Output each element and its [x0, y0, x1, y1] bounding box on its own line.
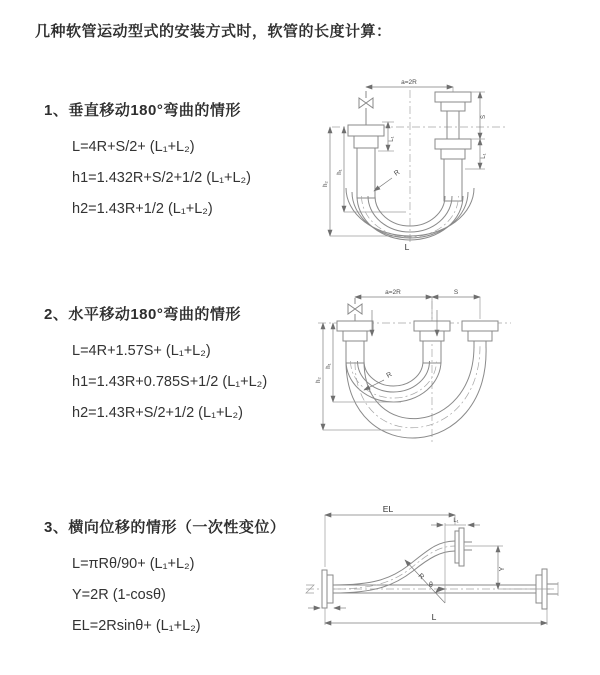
- formula-l: L=πRθ/90+ (L₁+L₂): [72, 556, 195, 572]
- dim-label-y: Y: [499, 566, 506, 572]
- dim-label-span: a=2R: [385, 289, 401, 296]
- dim-label-l1-left: L₁: [389, 136, 395, 142]
- formula-h1: h1=1.43R+0.785S+1/2 (L₁+L₂): [72, 374, 268, 390]
- formula-h2: h2=1.43R+S/2+1/2 (L₁+L₂): [72, 405, 243, 421]
- braided-hose-section: [346, 341, 364, 363]
- dim-label-span: a=2R: [401, 79, 417, 86]
- left-flange: [337, 321, 373, 341]
- diagram-horizontal-180-bend: [306, 284, 546, 456]
- braided-hose-section: [444, 159, 462, 201]
- radius-label: R: [416, 572, 426, 581]
- dim-label-l: L: [431, 612, 437, 622]
- dim-label-h2: h₂: [323, 181, 329, 187]
- formula-h2: h2=1.43R+1/2 (L₁+L₂): [72, 201, 213, 217]
- dim-label-h2: h₂: [316, 377, 322, 383]
- diagram-lateral-displacement: [298, 503, 590, 638]
- section-2-heading: 2、水平移动180°弯曲的情形: [44, 306, 241, 323]
- angle-label: θ: [429, 582, 433, 589]
- formula-el: EL=2Rsinθ+ (L₁+L₂): [72, 618, 201, 634]
- left-flange: [322, 570, 333, 608]
- left-flange: [348, 125, 384, 148]
- valve-icon: [348, 298, 362, 321]
- diagram-vertical-180-bend: [308, 72, 538, 257]
- formula-y: Y=2R (1-cosθ): [72, 587, 166, 603]
- radius-line: [405, 560, 445, 603]
- right-flange-upper: [435, 92, 471, 111]
- page-title: 几种软管运动型式的安装方式时，软管的长度计算：: [35, 23, 392, 40]
- hose-u-bend-moved: [346, 346, 486, 438]
- dim-label-s: S: [481, 114, 487, 120]
- right-flange-lower: [435, 139, 471, 159]
- formula-h1: h1=1.432R+S/2+1/2 (L₁+L₂): [72, 170, 252, 186]
- section-1-heading: 1、垂直移动180°弯曲的情形: [44, 102, 241, 119]
- dim-label-s: S: [453, 289, 459, 296]
- dim-label-h1: h₁: [337, 169, 343, 175]
- length-label: L: [404, 242, 410, 252]
- radius-label: R: [393, 169, 402, 178]
- section-3-heading: 3、横向位移的情形（一次性变位）: [44, 519, 286, 536]
- right-flange: [462, 321, 498, 341]
- section-horizontal-movement: [44, 303, 267, 429]
- theta-arc: [436, 589, 446, 593]
- section-vertical-movement: [44, 99, 251, 225]
- hose-u-bend: [346, 361, 441, 402]
- radius-label: R: [385, 371, 394, 380]
- formula-l: L=4R+S/2+ (L₁+L₂): [72, 139, 195, 155]
- upper-right-flange: [455, 528, 472, 566]
- dim-label-h1: h₁: [326, 363, 332, 369]
- dim-label-l1-right: L₁: [481, 153, 487, 159]
- braided-hose-section: [357, 148, 375, 198]
- formula-l: L=4R+1.57S+ (L₁+L₂): [72, 343, 211, 359]
- middle-flange: [414, 321, 450, 341]
- valve-icon: [359, 91, 373, 125]
- section-lateral-displacement: [44, 516, 285, 642]
- dim-label-el: EL: [382, 504, 394, 514]
- dim-label-l1: L₁: [453, 518, 459, 524]
